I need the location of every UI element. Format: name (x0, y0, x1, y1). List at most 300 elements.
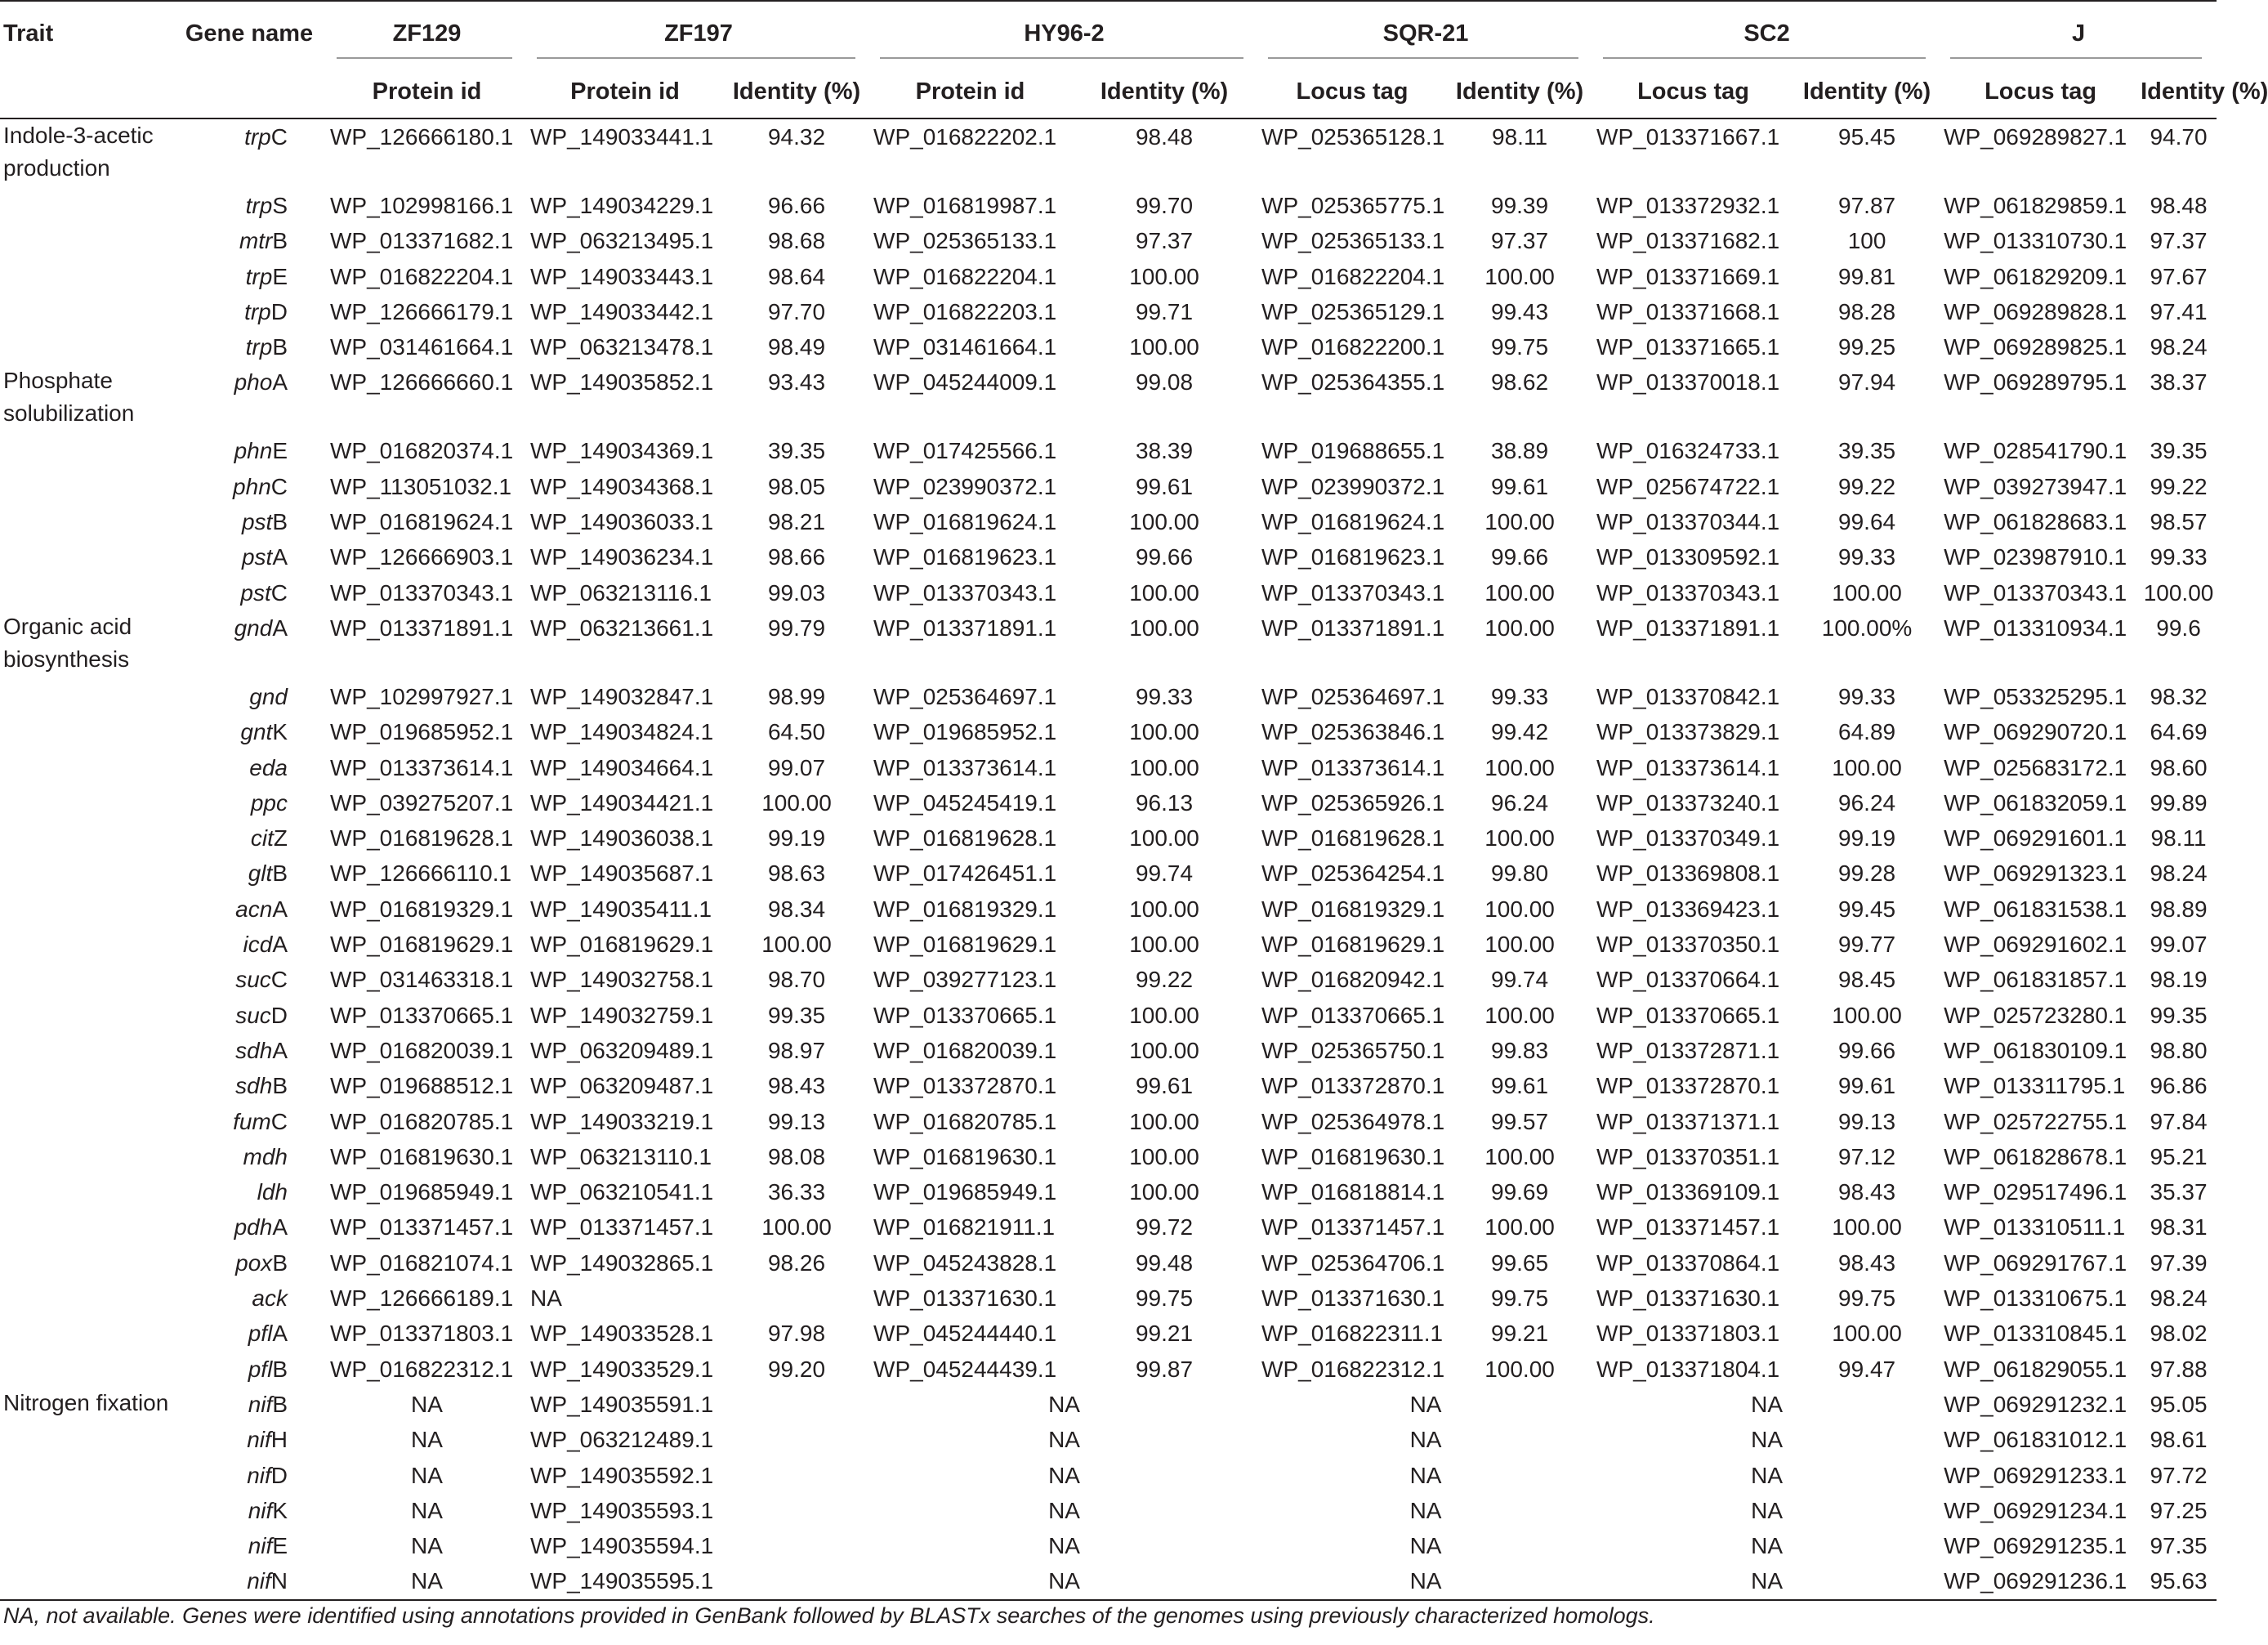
gene-name-italic: trp (244, 124, 271, 150)
cell-j-identity: 99.22 (2150, 473, 2208, 499)
gene-name-suffix: E (272, 1533, 288, 1559)
cell-hy96-2-identity: 99.48 (1135, 1249, 1194, 1276)
cell-zf129-protein-id: WP_126666189.1 (330, 1285, 514, 1312)
cell-trait: Indole-3-acetic production (3, 123, 154, 181)
header-group-sqr-21-label: SQR-21 (1382, 20, 1469, 47)
gene-name-suffix: A (272, 1321, 288, 1347)
cell-hy96-2-protein-id: WP_025365133.1 (873, 228, 1057, 254)
header-sub-j-locus-tag: Locus tag (1940, 65, 2141, 118)
gene-name-italic: phn (233, 473, 271, 499)
cell-gene-name (172, 1068, 327, 1103)
cell-zf129-protein-id: WP_031461664.1 (330, 334, 514, 360)
cell-sc2-locus-tag: NA (1751, 1391, 1783, 1417)
cell-gene-name (172, 1387, 327, 1422)
cell-sc2-locus-tag: WP_013371457.1 (1596, 1214, 1780, 1240)
cell-gene-name (172, 1493, 327, 1528)
cell-sc2-identity: 99.75 (1838, 1285, 1896, 1312)
cell-sqr-21-locus-tag: WP_016819630.1 (1261, 1143, 1445, 1169)
cell-trait (0, 1281, 172, 1316)
cell-j-locus-tag: WP_013310730.1 (1944, 228, 2127, 254)
cell-gene-name (172, 892, 327, 927)
table-row (0, 539, 2217, 574)
cell-sc2-locus-tag: WP_013373829.1 (1596, 719, 1780, 745)
cell-sqr-21-identity: 99.75 (1491, 334, 1549, 360)
cell-sqr-21-identity: 100.00 (1484, 579, 1555, 606)
cell-j-locus-tag: WP_025722755.1 (1944, 1108, 2127, 1134)
cell-sc2-locus-tag: WP_013373614.1 (1596, 754, 1780, 780)
gene-name-suffix: B (272, 509, 288, 535)
header-group-sc2 (1593, 1, 1940, 65)
gene-name-italic: trp (245, 334, 273, 360)
cell-j-locus-tag: WP_025683172.1 (1944, 754, 2127, 780)
cell-j-identity: 98.89 (2150, 896, 2208, 922)
cell-j-identity: 99.35 (2150, 1002, 2208, 1028)
cell-zf197-identity: 98.43 (767, 1073, 826, 1099)
gene-name-suffix: B (272, 334, 288, 360)
cell-hy96-2-protein-id: WP_016822204.1 (873, 263, 1057, 289)
cell-j-locus-tag: WP_069291767.1 (1944, 1249, 2127, 1276)
gene-name-italic: acn (235, 896, 273, 922)
cell-sc2-locus-tag: WP_013371804.1 (1596, 1356, 1780, 1382)
cell-hy96-2-identity: 100.00 (1129, 615, 1199, 641)
cell-gene-name (172, 1316, 327, 1351)
cell-j-locus-tag: WP_029517496.1 (1944, 1179, 2127, 1205)
cell-zf197-identity: 98.70 (767, 967, 826, 993)
cell-zf197-protein-id: WP_063210541.1 (530, 1179, 714, 1205)
header-sub-zf197-protein-id: Protein id (527, 65, 723, 118)
cell-hy96-2-protein-id: WP_016819987.1 (873, 193, 1057, 218)
header-group-hy96-2 (870, 1, 1258, 65)
cell-hy96-2-identity: 100.00 (1129, 932, 1199, 958)
cell-zf197-identity (723, 1563, 870, 1599)
cell-zf197-identity: 93.43 (767, 369, 826, 396)
cell-trait (0, 1352, 172, 1387)
cell-sc2-identity: 96.24 (1838, 789, 1896, 816)
cell-hy96-2-identity: 97.37 (1135, 228, 1194, 254)
cell-sc2-locus-tag: WP_013370349.1 (1596, 825, 1780, 852)
cell-sqr-21-locus-tag: NA (1258, 1563, 1593, 1599)
cell-trait (0, 329, 172, 364)
cell-sc2-identity: 98.43 (1838, 1179, 1896, 1205)
cell-hy96-2-protein-id: WP_013370343.1 (873, 579, 1057, 606)
header-row-subcolumns (0, 65, 2217, 118)
cell-zf197-identity: 99.13 (767, 1108, 826, 1134)
cell-zf197-identity (723, 1458, 870, 1493)
table-row (0, 1563, 2217, 1599)
cell-zf197-identity: 97.70 (767, 298, 826, 324)
cell-gene-name (172, 1352, 327, 1387)
cell-gene-name (172, 1528, 327, 1563)
header-sub-j-identity: Identity (%) (2141, 65, 2217, 118)
cell-gene-name (172, 962, 327, 997)
cell-j-locus-tag: WP_069291323.1 (1944, 860, 2127, 887)
gene-name-italic: gnd (234, 615, 273, 641)
cell-sc2-locus-tag: WP_013371669.1 (1596, 263, 1780, 289)
cell-trait: Nitrogen fixation (3, 1389, 169, 1415)
cell-hy96-2-identity: 100.00 (1129, 263, 1199, 289)
cell-gene-name (172, 714, 327, 749)
cell-sqr-21-locus-tag: WP_013370343.1 (1261, 579, 1445, 606)
cell-gene-name (172, 1245, 327, 1281)
cell-zf197-identity: 64.50 (767, 719, 826, 745)
cell-sqr-21-locus-tag: WP_016820942.1 (1261, 967, 1445, 993)
cell-j-locus-tag: WP_061828678.1 (1944, 1143, 2127, 1169)
cell-zf197-protein-id: WP_149034368.1 (530, 473, 714, 499)
cell-zf197-identity: 100.00 (761, 789, 832, 816)
cell-sqr-21-identity: 98.62 (1491, 369, 1549, 396)
cell-j-locus-tag: WP_069289825.1 (1944, 334, 2127, 360)
cell-trait (0, 856, 172, 891)
cell-zf129-protein-id: WP_016820374.1 (330, 438, 514, 464)
cell-trait (0, 927, 172, 962)
gene-name-suffix: D (270, 298, 288, 324)
gene-name-suffix: B (272, 860, 288, 887)
gene-name-italic: cit (250, 825, 274, 852)
gene-name-suffix: C (270, 1108, 288, 1134)
cell-sc2-identity: 100 (1847, 228, 1886, 254)
cell-sc2-identity: 64.89 (1838, 719, 1896, 745)
cell-j-locus-tag: WP_069289795.1 (1944, 369, 2127, 396)
cell-sc2-identity: 99.19 (1838, 825, 1896, 852)
cell-sc2-locus-tag: WP_013371803.1 (1596, 1321, 1780, 1347)
cell-hy96-2-protein-id: NA (1048, 1533, 1080, 1559)
cell-sc2-locus-tag: NA (1751, 1427, 1783, 1453)
cell-trait (0, 504, 172, 539)
table-row (0, 469, 2217, 504)
cell-zf197-identity: 98.63 (767, 860, 826, 887)
cell-sqr-21-identity: 100.00 (1484, 754, 1555, 780)
header-group-sc2-label: SC2 (1743, 20, 1790, 47)
cell-hy96-2-protein-id: WP_019685952.1 (873, 719, 1057, 745)
cell-zf197-protein-id: WP_149034421.1 (530, 789, 714, 816)
cell-zf197-protein-id: WP_149035591.1 (530, 1391, 714, 1417)
cell-sc2-locus-tag: WP_013373240.1 (1596, 789, 1780, 816)
cell-hy96-2-protein-id: WP_016822202.1 (873, 124, 1057, 150)
cell-trait (0, 998, 172, 1033)
cell-hy96-2-identity: 99.22 (1135, 967, 1194, 993)
cell-sqr-21-locus-tag: WP_025364254.1 (1261, 860, 1445, 887)
cell-zf197-protein-id: WP_149032847.1 (530, 683, 714, 709)
table-row (0, 1528, 2217, 1563)
cell-trait (0, 679, 172, 714)
cell-sc2-locus-tag: WP_013372871.1 (1596, 1037, 1780, 1063)
table-row (0, 364, 2217, 433)
cell-sqr-21-identity: 100.00 (1484, 825, 1555, 852)
cell-zf197-protein-id: WP_063209487.1 (530, 1073, 714, 1099)
table-row (0, 1033, 2217, 1068)
cell-j-identity: 39.35 (2150, 438, 2208, 464)
cell-zf197-identity: 99.19 (767, 825, 826, 852)
cell-j-identity: 99.07 (2150, 932, 2208, 958)
cell-zf197-identity: 99.07 (767, 754, 826, 780)
cell-zf197-identity: 98.99 (767, 683, 826, 709)
table-row (0, 1352, 2217, 1387)
cell-hy96-2-protein-id: NA (1048, 1391, 1080, 1417)
cell-zf197-protein-id: WP_149035411.1 (530, 896, 712, 922)
cell-zf197-identity: 98.66 (767, 544, 826, 570)
gene-name-suffix: B (272, 1249, 288, 1276)
cell-zf129-protein-id: NA (411, 1533, 443, 1559)
header-sub-empty-gene (172, 65, 327, 118)
cell-sc2-locus-tag: WP_013372932.1 (1596, 193, 1780, 218)
cell-sqr-21-locus-tag: WP_016819623.1 (1261, 544, 1445, 570)
cell-hy96-2-identity: 98.48 (1135, 124, 1194, 150)
cell-sqr-21-identity: 99.33 (1491, 683, 1549, 709)
gene-name-italic: sdh (235, 1073, 273, 1099)
cell-hy96-2-protein-id: WP_016819624.1 (873, 509, 1057, 535)
gene-name-italic: gnd (249, 683, 288, 709)
cell-sqr-21-locus-tag: WP_023990372.1 (1261, 473, 1445, 499)
cell-sc2-identity: 99.45 (1838, 896, 1896, 922)
cell-gene-name (172, 1033, 327, 1068)
cell-hy96-2-protein-id: WP_013371891.1 (873, 615, 1057, 641)
cell-sc2-locus-tag: WP_013309592.1 (1596, 544, 1780, 570)
cell-zf129-protein-id: WP_019685949.1 (330, 1179, 514, 1205)
cell-gene-name (172, 575, 327, 610)
cell-zf197-identity: 98.68 (767, 228, 826, 254)
cell-zf197-protein-id: WP_013371457.1 (530, 1214, 714, 1240)
header-group-zf129 (327, 1, 527, 65)
cell-hy96-2-identity: 99.21 (1135, 1321, 1194, 1347)
cell-hy96-2-identity: 100.00 (1129, 1108, 1199, 1134)
cell-sc2-identity: 99.66 (1838, 1037, 1896, 1063)
cell-sqr-21-locus-tag: NA (1409, 1462, 1442, 1488)
cell-zf129-protein-id: WP_013373614.1 (330, 754, 514, 780)
header-group-hy96-2-label: HY96-2 (1024, 20, 1105, 47)
gene-name-italic: nif (248, 1391, 273, 1417)
cell-trait (0, 294, 172, 329)
gene-name-italic: gnt (240, 719, 273, 745)
table-row (0, 1209, 2217, 1245)
cell-zf129-protein-id: WP_013371682.1 (330, 228, 514, 254)
table-row (0, 785, 2217, 820)
header-sub-zf197-identity: Identity (%) (723, 65, 870, 118)
cell-trait (0, 1563, 172, 1599)
gene-name-italic: icd (243, 932, 273, 958)
gene-name-suffix: B (272, 1391, 288, 1417)
cell-zf197-protein-id: WP_016819629.1 (530, 932, 714, 958)
cell-gene-name (172, 1104, 327, 1139)
gene-name-suffix: E (272, 438, 288, 464)
cell-zf197-identity: 94.32 (767, 124, 826, 150)
cell-j-identity: 35.37 (2150, 1179, 2208, 1205)
cell-sqr-21-identity: 99.69 (1491, 1179, 1549, 1205)
cell-sc2-locus-tag: WP_013371665.1 (1596, 334, 1780, 360)
cell-j-identity: 38.37 (2150, 369, 2208, 396)
cell-hy96-2-identity: 99.61 (1135, 1073, 1194, 1099)
cell-sc2-identity: 99.33 (1838, 683, 1896, 709)
gene-name-italic: pfl (248, 1356, 273, 1382)
cell-hy96-2-identity: 100.00 (1129, 1179, 1199, 1205)
cell-sc2-locus-tag: WP_013370864.1 (1596, 1249, 1780, 1276)
gene-name-italic: pho (234, 369, 273, 396)
cell-j-locus-tag: WP_061831012.1 (1944, 1427, 2127, 1453)
cell-zf197-protein-id: WP_149036234.1 (530, 544, 714, 570)
cell-zf197-protein-id: WP_149035594.1 (530, 1533, 714, 1559)
cell-j-identity: 98.57 (2150, 509, 2208, 535)
cell-sc2-identity: 99.77 (1838, 932, 1896, 958)
cell-hy96-2-protein-id: WP_016820785.1 (873, 1108, 1057, 1134)
cell-hy96-2-protein-id: WP_016821911.1 (873, 1214, 1056, 1240)
cell-j-identity: 97.41 (2150, 298, 2208, 324)
cell-sqr-21-locus-tag: WP_016818814.1 (1261, 1179, 1445, 1205)
cell-gene-name (172, 785, 327, 820)
table-row (0, 714, 2217, 749)
gene-name-suffix: Z (273, 825, 288, 852)
cell-zf197-identity: 98.21 (767, 509, 826, 535)
cell-j-locus-tag: WP_069291602.1 (1944, 932, 2127, 958)
cell-zf129-protein-id: WP_013371803.1 (330, 1321, 514, 1347)
gene-name-suffix: A (272, 1214, 288, 1240)
gene-name-italic: ack (252, 1285, 288, 1312)
cell-j-locus-tag: WP_061831538.1 (1944, 896, 2127, 922)
cell-zf197-protein-id: WP_063209489.1 (530, 1037, 714, 1063)
cell-zf197-protein-id: WP_149033443.1 (530, 263, 714, 289)
header-group-sqr-21 (1258, 1, 1593, 65)
cell-zf197-protein-id: WP_149034229.1 (530, 193, 714, 218)
cell-hy96-2-identity: 99.70 (1135, 193, 1194, 218)
cell-zf129-protein-id: WP_113051032.1 (330, 473, 512, 499)
cell-zf129-protein-id: WP_039275207.1 (330, 789, 514, 816)
cell-zf197-protein-id: WP_149035593.1 (530, 1497, 714, 1523)
cell-sqr-21-locus-tag: NA (1409, 1427, 1442, 1453)
cell-j-locus-tag: WP_061829859.1 (1944, 193, 2127, 218)
cell-trait (0, 469, 172, 504)
cell-trait (0, 1245, 172, 1281)
cell-sqr-21-locus-tag: NA (1409, 1533, 1442, 1559)
cell-sc2-identity: 99.33 (1838, 544, 1896, 570)
table-row (0, 1316, 2217, 1351)
table-row (0, 575, 2217, 610)
cell-trait (0, 962, 172, 997)
cell-sc2-identity: 99.61 (1838, 1073, 1896, 1099)
cell-trait (0, 539, 172, 574)
cell-j-identity: 97.25 (2150, 1497, 2208, 1523)
gene-name-italic: glt (248, 860, 273, 887)
cell-j-locus-tag: WP_013311795.1 (1944, 1073, 2126, 1099)
cell-hy96-2-protein-id: WP_045245419.1 (873, 789, 1057, 816)
gene-name-italic: sdh (235, 1037, 273, 1063)
cell-sc2-locus-tag: WP_013371371.1 (1596, 1108, 1780, 1134)
cell-zf197-protein-id: WP_149035595.1 (527, 1563, 723, 1599)
table-row (0, 856, 2217, 891)
header-row-groups (0, 1, 2217, 65)
cell-zf197-protein-id: WP_149032865.1 (530, 1249, 714, 1276)
cell-sc2-locus-tag: WP_013369109.1 (1596, 1179, 1780, 1205)
cell-sqr-21-locus-tag: WP_013371891.1 (1261, 615, 1445, 641)
gene-name-italic: phn (234, 438, 273, 464)
cell-zf197-identity: 99.20 (767, 1356, 826, 1382)
cell-zf197-protein-id: WP_063213110.1 (530, 1143, 712, 1169)
cell-gene-name (172, 1422, 327, 1457)
cell-zf129-protein-id: NA (327, 1563, 527, 1599)
cell-j-locus-tag: WP_069290720.1 (1944, 719, 2127, 745)
cell-gene-name (172, 329, 327, 364)
cell-sc2-identity: 99.64 (1838, 509, 1896, 535)
cell-sc2-locus-tag: WP_013371668.1 (1596, 298, 1780, 324)
gene-name-italic: suc (235, 967, 271, 993)
cell-hy96-2-identity: 100.00 (1129, 1037, 1199, 1063)
cell-j-identity: 97.39 (2150, 1249, 2208, 1276)
gene-name-italic: trp (245, 263, 273, 289)
cell-sc2-identity: 100.00 (1832, 1321, 1902, 1347)
header-sub-sqr-21-locus-tag: Locus tag (1258, 65, 1446, 118)
gene-name-suffix: S (272, 193, 288, 218)
gene-name-italic: pdh (234, 1214, 273, 1240)
cell-trait (0, 820, 172, 856)
header-group-j-label: J (2071, 20, 2086, 47)
cell-j-identity: 95.21 (2150, 1143, 2208, 1169)
cell-gene-name (172, 856, 327, 891)
gene-name-suffix: B (272, 1356, 288, 1382)
cell-sqr-21-locus-tag: WP_025365128.1 (1261, 124, 1445, 150)
cell-hy96-2-identity: 99.61 (1135, 473, 1194, 499)
cell-trait (0, 714, 172, 749)
table-row (0, 433, 2217, 468)
cell-zf129-protein-id: WP_019685952.1 (330, 719, 514, 745)
cell-trait (0, 1422, 172, 1457)
cell-trait (0, 1104, 172, 1139)
header-trait: Trait (3, 20, 54, 47)
cell-gene-name (172, 1139, 327, 1174)
cell-zf129-protein-id: WP_016819624.1 (330, 509, 514, 535)
cell-trait (0, 188, 172, 223)
cell-j-identity: 98.48 (2150, 193, 2208, 218)
cell-zf129-protein-id: NA (411, 1427, 443, 1453)
cell-zf129-protein-id: WP_126666179.1 (330, 298, 514, 324)
cell-sqr-21-locus-tag: WP_025364706.1 (1261, 1249, 1445, 1276)
cell-sc2-identity: 98.28 (1838, 298, 1896, 324)
cell-sc2-identity: 98.45 (1838, 967, 1896, 993)
gene-name-suffix: B (272, 1073, 288, 1099)
gene-name-italic: ppc (250, 789, 288, 816)
cell-gene-name (172, 1174, 327, 1209)
cell-sc2-locus-tag: WP_013369423.1 (1596, 896, 1780, 922)
cell-j-identity: 98.32 (2150, 683, 2208, 709)
header-sub-sqr-21-identity: Identity (%) (1446, 65, 1593, 118)
cell-j-identity: 98.24 (2150, 860, 2208, 887)
cell-zf197-identity: 36.33 (767, 1179, 826, 1205)
header-group-zf197-label: ZF197 (664, 20, 733, 47)
cell-gene-name (172, 294, 327, 329)
cell-j-locus-tag: WP_053325295.1 (1944, 683, 2127, 709)
cell-hy96-2-protein-id: NA (870, 1563, 1258, 1599)
cell-trait (0, 575, 172, 610)
cell-zf129-protein-id: WP_016821074.1 (330, 1249, 514, 1276)
cell-sc2-identity: 97.94 (1838, 369, 1896, 396)
cell-j-locus-tag: WP_069291233.1 (1944, 1462, 2127, 1488)
gene-name-suffix: C (270, 473, 288, 499)
cell-sqr-21-locus-tag: WP_016819624.1 (1261, 509, 1445, 535)
cell-hy96-2-identity: 100.00 (1129, 509, 1199, 535)
cell-sqr-21-identity: 100.00 (1484, 1002, 1555, 1028)
cell-sqr-21-identity: 99.66 (1491, 544, 1549, 570)
gene-name-suffix: C (270, 967, 288, 993)
cell-zf197-protein-id: WP_149035687.1 (530, 860, 714, 887)
cell-gene-name (172, 1209, 327, 1245)
cell-j-locus-tag: WP_023987910.1 (1944, 544, 2127, 570)
cell-zf197-protein-id: WP_063213661.1 (530, 615, 714, 641)
cell-zf197-identity: 100.00 (761, 1214, 832, 1240)
gene-name-italic: pox (235, 1249, 273, 1276)
cell-sqr-21-identity: 99.43 (1491, 298, 1549, 324)
cell-zf129-protein-id: WP_016820039.1 (330, 1037, 514, 1063)
cell-j-locus-tag: WP_013310934.1 (1944, 615, 2127, 641)
cell-zf129-protein-id: WP_016819329.1 (330, 896, 514, 922)
cell-j-locus-tag: WP_039273947.1 (1944, 473, 2127, 499)
cell-hy96-2-identity: 99.66 (1135, 544, 1194, 570)
cell-trait (0, 1493, 172, 1528)
